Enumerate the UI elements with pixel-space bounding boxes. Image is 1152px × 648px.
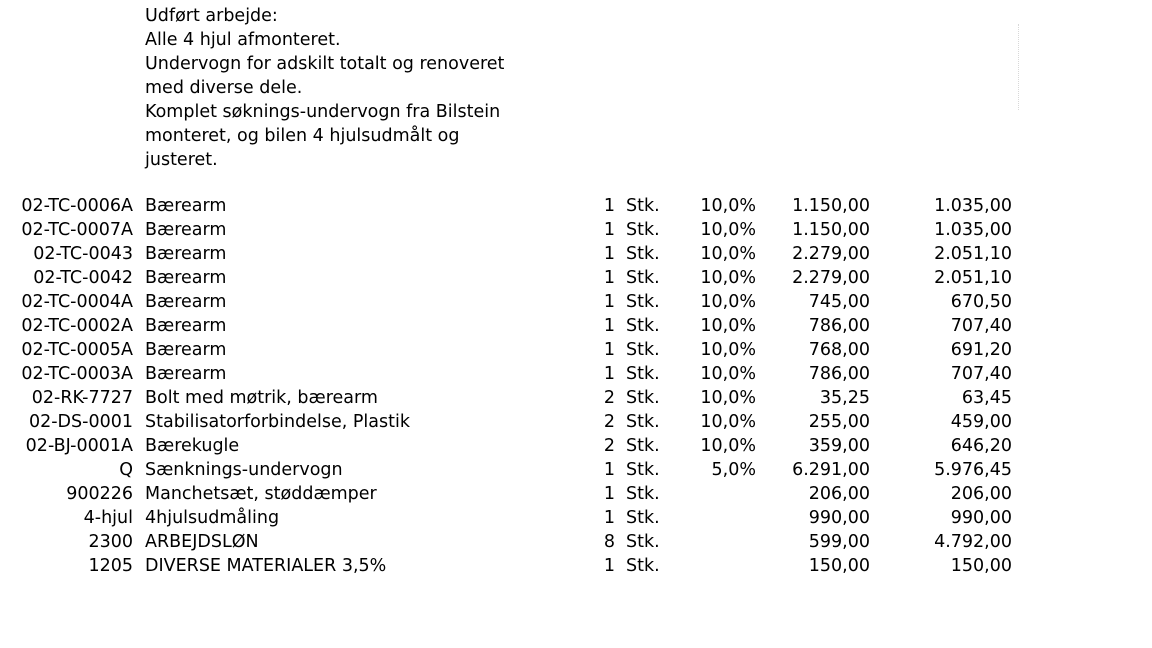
line-item-row <box>0 194 1152 218</box>
item-description: Bærearm <box>145 316 227 336</box>
item-unit: Stk. <box>626 556 660 576</box>
line-item-row <box>0 458 1152 482</box>
item-unit: Stk. <box>626 412 660 432</box>
item-unit: Stk. <box>626 268 660 288</box>
item-unit-price: 745,00 <box>808 292 870 312</box>
item-code: 02-RK-7727 <box>31 388 133 408</box>
item-line-total: 2.051,10 <box>934 268 1012 288</box>
item-description: Sænknings-undervogn <box>145 460 343 480</box>
line-item-row <box>0 386 1152 410</box>
item-code: 02-TC-0007A <box>21 220 133 240</box>
item-quantity: 1 <box>603 244 615 264</box>
item-quantity: 1 <box>603 556 615 576</box>
item-discount: 5,0% <box>711 460 756 480</box>
line-item-row <box>0 242 1152 266</box>
item-quantity: 1 <box>603 364 615 384</box>
item-unit: Stk. <box>626 292 660 312</box>
line-item-row <box>0 290 1152 314</box>
line-item-row <box>0 338 1152 362</box>
item-unit-price: 2.279,00 <box>792 244 870 264</box>
line-item-row <box>0 266 1152 290</box>
line-item-row <box>0 482 1152 506</box>
item-description: Bolt med møtrik, bærearm <box>145 388 378 408</box>
item-code: 02-TC-0006A <box>21 196 133 216</box>
item-description: Stabilisatorforbindelse, Plastik <box>145 412 410 432</box>
line-item-row <box>0 530 1152 554</box>
item-unit-price: 150,00 <box>808 556 870 576</box>
item-line-total: 691,20 <box>950 340 1012 360</box>
item-code: 1205 <box>88 556 133 576</box>
item-quantity: 1 <box>603 460 615 480</box>
item-line-total: 150,00 <box>950 556 1012 576</box>
work-description-heading: Udført arbejde: <box>145 6 278 26</box>
item-quantity: 1 <box>603 268 615 288</box>
item-unit-price: 599,00 <box>808 532 870 552</box>
item-code: 02-BJ-0001A <box>25 436 133 456</box>
item-unit: Stk. <box>626 340 660 360</box>
item-description: ARBEJDSLØN <box>145 532 259 552</box>
item-discount: 10,0% <box>700 268 756 288</box>
item-line-total: 206,00 <box>950 484 1012 504</box>
item-line-total: 63,45 <box>961 388 1012 408</box>
line-item-row <box>0 506 1152 530</box>
page-edge-divider <box>1018 24 1019 110</box>
item-unit-price: 990,00 <box>808 508 870 528</box>
work-description <box>145 4 504 172</box>
work-description-line: Alle 4 hjul afmonteret. <box>145 30 341 50</box>
item-quantity: 2 <box>603 388 615 408</box>
item-description: 4hjulsudmåling <box>145 508 280 528</box>
item-code: 02-TC-0042 <box>33 268 133 288</box>
item-unit: Stk. <box>626 220 660 240</box>
item-discount: 10,0% <box>700 388 756 408</box>
item-quantity: 1 <box>603 196 615 216</box>
item-unit-price: 6.291,00 <box>792 460 870 480</box>
item-unit: Stk. <box>626 532 660 552</box>
item-code: 02-TC-0004A <box>21 292 133 312</box>
item-code: 02-TC-0043 <box>33 244 133 264</box>
item-discount: 10,0% <box>700 340 756 360</box>
item-unit-price: 786,00 <box>808 316 870 336</box>
line-item-row <box>0 410 1152 434</box>
item-unit: Stk. <box>626 388 660 408</box>
work-description-line: Komplet søknings-undervogn fra Bilstein <box>145 102 501 122</box>
item-unit: Stk. <box>626 436 660 456</box>
item-description: Bærearm <box>145 244 227 264</box>
item-description: Bærearm <box>145 196 227 216</box>
line-item-row <box>0 434 1152 458</box>
item-unit-price: 2.279,00 <box>792 268 870 288</box>
item-quantity: 1 <box>603 220 615 240</box>
item-line-total: 459,00 <box>950 412 1012 432</box>
item-description: Bærekugle <box>145 436 240 456</box>
item-description: Bærearm <box>145 268 227 288</box>
item-description: Bærearm <box>145 292 227 312</box>
item-unit-price: 786,00 <box>808 364 870 384</box>
item-discount: 10,0% <box>700 316 756 336</box>
item-quantity: 1 <box>603 508 615 528</box>
item-line-total: 1.035,00 <box>934 196 1012 216</box>
line-item-row <box>0 554 1152 578</box>
item-unit: Stk. <box>626 460 660 480</box>
line-item-row <box>0 314 1152 338</box>
item-line-total: 670,50 <box>950 292 1012 312</box>
work-description-line: Undervogn for adskilt totalt og renoveret <box>145 54 505 74</box>
item-quantity: 1 <box>603 316 615 336</box>
item-line-total: 4.792,00 <box>934 532 1012 552</box>
item-quantity: 1 <box>603 484 615 504</box>
item-unit-price: 255,00 <box>808 412 870 432</box>
work-description-line: justeret. <box>145 150 218 170</box>
item-unit: Stk. <box>626 364 660 384</box>
item-unit-price: 1.150,00 <box>792 196 870 216</box>
item-quantity: 2 <box>603 412 615 432</box>
item-description: Bærearm <box>145 220 227 240</box>
item-code: 02-DS-0001 <box>28 412 133 432</box>
item-quantity: 2 <box>603 436 615 456</box>
item-quantity: 1 <box>603 292 615 312</box>
item-description: Manchetsæt, støddæmper <box>145 484 377 504</box>
item-line-total: 707,40 <box>950 316 1012 336</box>
item-unit-price: 35,25 <box>819 388 870 408</box>
item-line-total: 990,00 <box>950 508 1012 528</box>
item-line-total: 2.051,10 <box>934 244 1012 264</box>
work-description-line: med diverse dele. <box>145 78 303 98</box>
item-unit-price: 206,00 <box>808 484 870 504</box>
item-discount: 10,0% <box>700 436 756 456</box>
item-line-total: 1.035,00 <box>934 220 1012 240</box>
item-discount: 10,0% <box>700 412 756 432</box>
item-unit: Stk. <box>626 244 660 264</box>
item-code: 02-TC-0002A <box>21 316 133 336</box>
item-quantity: 1 <box>603 340 615 360</box>
item-discount: 10,0% <box>700 196 756 216</box>
item-code: 4-hjul <box>83 508 133 528</box>
invoice-line-items <box>0 194 1152 578</box>
item-code: 02-TC-0005A <box>21 340 133 360</box>
item-unit: Stk. <box>626 196 660 216</box>
line-item-row <box>0 362 1152 386</box>
item-description: Bærearm <box>145 364 227 384</box>
item-unit-price: 359,00 <box>808 436 870 456</box>
item-discount: 10,0% <box>700 364 756 384</box>
item-code: 2300 <box>88 532 133 552</box>
item-line-total: 5.976,45 <box>934 460 1012 480</box>
item-description: Bærearm <box>145 340 227 360</box>
item-line-total: 707,40 <box>950 364 1012 384</box>
item-unit-price: 1.150,00 <box>792 220 870 240</box>
item-code: Q <box>119 460 133 480</box>
item-discount: 10,0% <box>700 244 756 264</box>
item-unit: Stk. <box>626 484 660 504</box>
item-unit: Stk. <box>626 508 660 528</box>
item-unit-price: 768,00 <box>808 340 870 360</box>
item-code: 02-TC-0003A <box>21 364 133 384</box>
item-description: DIVERSE MATERIALER 3,5% <box>145 556 387 576</box>
work-description-line: monteret, og bilen 4 hjulsudmålt og <box>145 126 460 146</box>
item-quantity: 8 <box>603 532 615 552</box>
item-discount: 10,0% <box>700 292 756 312</box>
line-item-row <box>0 218 1152 242</box>
item-discount: 10,0% <box>700 220 756 240</box>
item-unit: Stk. <box>626 316 660 336</box>
item-code: 900226 <box>66 484 133 504</box>
item-line-total: 646,20 <box>950 436 1012 456</box>
